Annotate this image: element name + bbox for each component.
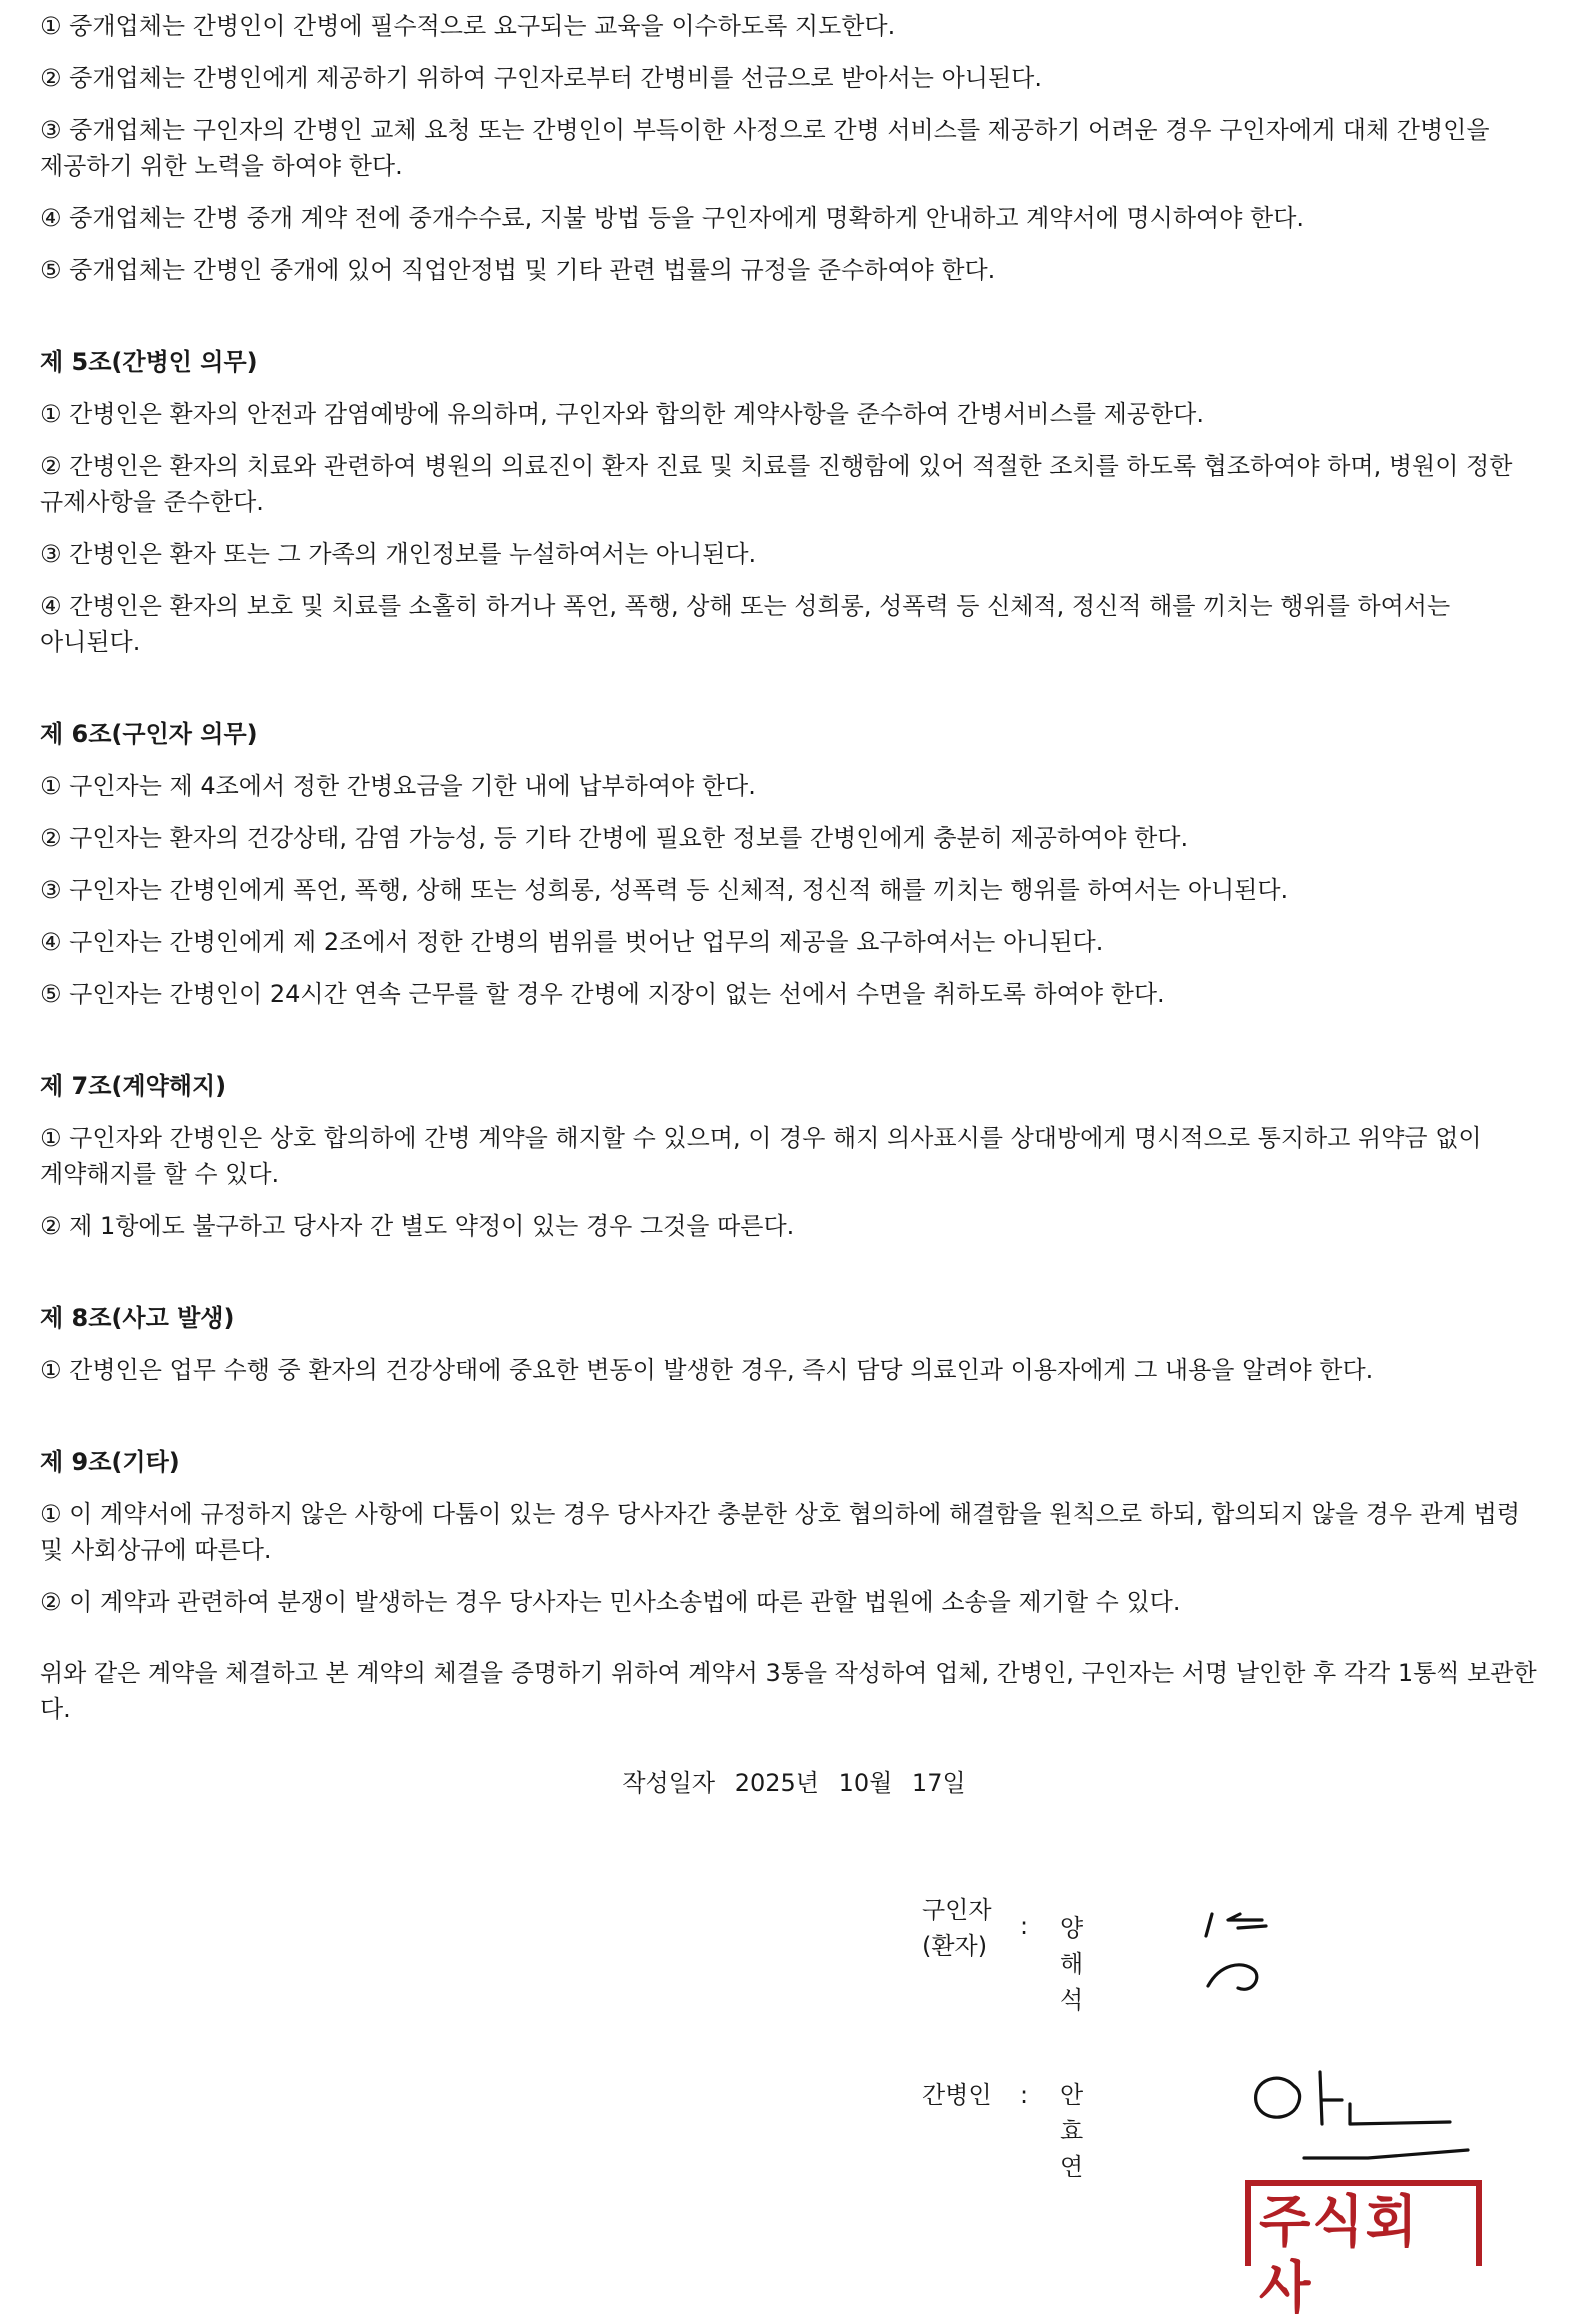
client-role-line2: (환자) bbox=[922, 1932, 988, 1960]
company-seal-text: 주식회사 bbox=[1259, 2190, 1419, 2321]
client-role-line1: 구인자 bbox=[922, 1896, 992, 1924]
article-title: 제 8조(사고 발생) bbox=[40, 1304, 235, 1332]
contract-clause: ① 간병인은 환자의 안전과 감염예방에 유의하며, 구인자와 합의한 계약사항을 준수하여 간병서비스를 제공한다. bbox=[40, 400, 1204, 428]
section-gap bbox=[40, 1404, 1548, 1444]
contract-clause: ① 중개업체는 간병인이 간병에 필수적으로 요구되는 교육을 이수하도록 지도한다. bbox=[40, 12, 896, 40]
contract-clause: ① 구인자는 제 4조에서 정한 간병요금을 기한 내에 납부하여야 한다. bbox=[40, 772, 756, 800]
client-role-label bbox=[922, 1892, 1032, 1964]
contract-clause: ② 구인자는 환자의 건강상태, 감염 가능성, 등 기타 간병에 필요한 정보를 간병인에게 충분히 제공하여야 한다. bbox=[40, 824, 1189, 852]
contract-clause: ④ 구인자는 간병인에게 제 2조에서 정한 간병의 범위를 벗어난 업무의 제공을 요구하여서는 아니된다. bbox=[40, 928, 1104, 956]
contract-clause: ③ 중개업체는 구인자의 간병인 교체 요청 또는 간병인이 부득이한 사정으로 간병 서비스를 제공하기 어려운 경우 구인자에게 대체 간병인을 제공하기 위한 노력을 하여야 한다. bbox=[40, 116, 1490, 180]
contract-clause: ② 간병인은 환자의 치료와 관련하여 병원의 의료진이 환자 진료 및 치료를 진행함에 있어 적절한 조치를 하도록 협조하여야 하며, 병원이 정한 규제사항을 준수한다. bbox=[40, 452, 1513, 516]
contract-clause: ⑤ 중개업체는 간병인 중개에 있어 직업안정법 및 기타 관련 법률의 규정을 준수하여야 한다. bbox=[40, 256, 996, 284]
contract-clause: ① 간병인은 업무 수행 중 환자의 건강상태에 중요한 변동이 발생한 경우, 즉시 담당 의료인과 이용자에게 그 내용을 알려야 한다. bbox=[40, 1356, 1374, 1384]
closing-statement: 위와 같은 계약을 체결하고 본 계약의 체결을 증명하기 위하여 계약서 3통을 작성하여 업체, 간병인, 구인자는 서명 날인한 후 각각 1통씩 보관한다. bbox=[40, 1659, 1537, 1723]
contract-clause: ① 이 계약서에 규정하지 않은 사항에 다툼이 있는 경우 당사자간 충분한 상호 협의하에 해결함을 원칙으로 하되, 합의되지 않을 경우 관계 법령 및 사회상규에 따른다. bbox=[40, 1500, 1521, 1564]
date-line: 작성일자 2025년 10월 17일 bbox=[622, 1769, 966, 1797]
caregiver-name: 안효연 bbox=[1060, 2081, 1084, 2181]
client-colon: : bbox=[1020, 1912, 1029, 1940]
contract-body bbox=[40, 8, 1548, 1636]
contract-clause: ⑤ 구인자는 간병인이 24시간 연속 근무를 할 경우 간병에 지장이 없는 선에서 수면을 취하도록 하여야 한다. bbox=[40, 980, 1165, 1008]
contract-clause: ④ 중개업체는 간병 중개 계약 전에 중개수수료, 지불 방법 등을 구인자에게 명확하게 안내하고 계약서에 명시하여야 한다. bbox=[40, 204, 1305, 232]
article-title: 제 9조(기타) bbox=[40, 1448, 180, 1476]
article-title: 제 7조(계약해지) bbox=[40, 1072, 227, 1100]
contract-clause: ② 제 1항에도 불구하고 당사자 간 별도 약정이 있는 경우 그것을 따른다. bbox=[40, 1212, 795, 1240]
client-handwritten-signature bbox=[1190, 1898, 1310, 2018]
client-name: 양해석 bbox=[1060, 1914, 1084, 2014]
article-title: 제 5조(간병인 의무) bbox=[40, 348, 258, 376]
contract-clause: ② 이 계약과 관련하여 분쟁이 발생하는 경우 당사자는 민사소송법에 따른 관할 법원에 소송을 제기할 수 있다. bbox=[40, 1588, 1181, 1616]
section-gap bbox=[40, 304, 1548, 344]
contract-clause: ③ 구인자는 간병인에게 폭언, 폭행, 상해 또는 성희롱, 성폭력 등 신체적, 정신적 해를 끼치는 행위를 하여서는 아니된다. bbox=[40, 876, 1289, 904]
section-gap bbox=[40, 1260, 1548, 1300]
contract-clause: ① 구인자와 간병인은 상호 합의하에 간병 계약을 해지할 수 있으며, 이 경우 해지 의사표시를 상대방에게 명시적으로 통지하고 위약금 없이 계약해지를 할 수 있다. bbox=[40, 1124, 1482, 1188]
contract-clause: ④ 간병인은 환자의 보호 및 치료를 소홀히 하거나 폭언, 폭행, 상해 또는 성희롱, 성폭력 등 신체적, 정신적 해를 끼치는 행위를 하여서는 아니된다. bbox=[40, 592, 1451, 656]
company-seal-stamp bbox=[1245, 2180, 1482, 2321]
contract-clause: ② 중개업체는 간병인에게 제공하기 위하여 구인자로부터 간병비를 선금으로 받아서는 아니된다. bbox=[40, 64, 1042, 92]
section-gap bbox=[40, 676, 1548, 716]
contract-clause: ③ 간병인은 환자 또는 그 가족의 개인정보를 누설하여서는 아니된다. bbox=[40, 540, 757, 568]
caregiver-role-label: 간병인 bbox=[922, 2081, 992, 2109]
caregiver-colon: : bbox=[1020, 2081, 1029, 2109]
section-gap bbox=[40, 1028, 1548, 1068]
article-title: 제 6조(구인자 의무) bbox=[40, 720, 258, 748]
caregiver-handwritten-signature bbox=[1238, 2050, 1478, 2180]
